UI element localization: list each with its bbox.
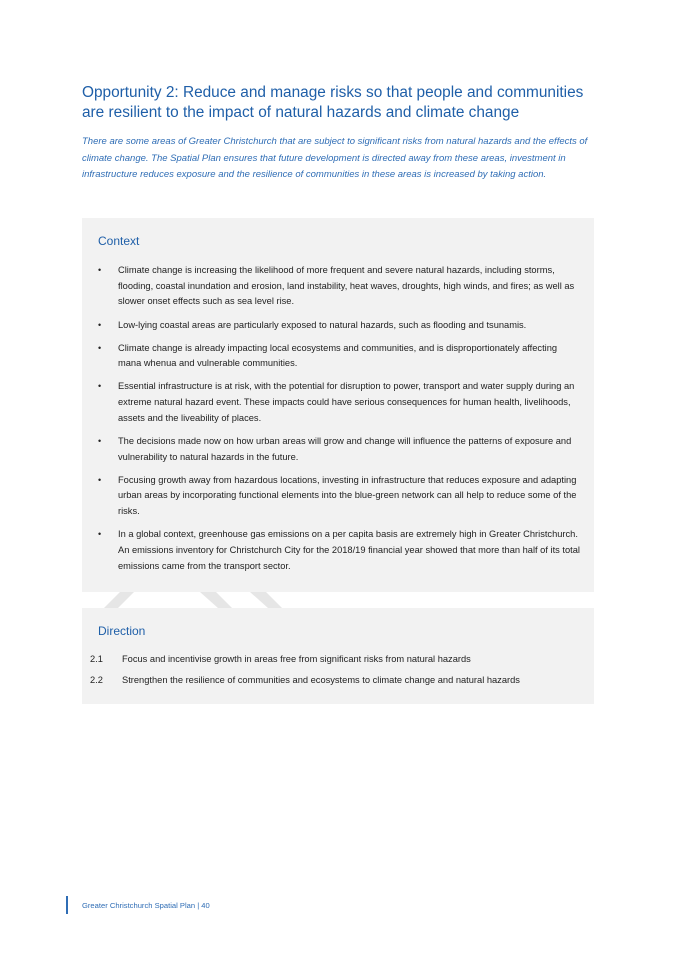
- bullet-text: Climate change is already impacting local ecosystems and communities, and is disproportionately affecting mana whenua and vulnerable communities.: [118, 342, 558, 369]
- list-item: [90, 673, 586, 689]
- list-item: [96, 473, 580, 520]
- bullet-icon: •: [98, 474, 102, 485]
- list-item: [96, 341, 580, 372]
- direction-list: [90, 652, 586, 693]
- bullet-text: In a global context, greenhouse gas emissions on a per capita basis are extremely high in Greater Christchurch. An emissions inventory for Christchurch City for the 2018/19 financial year showed that more than half of its total emissions came from the transport sector.: [118, 529, 580, 571]
- decorative-chevron-icon: [82, 592, 594, 608]
- bullet-icon: •: [98, 265, 102, 275]
- direction-text: Strengthen the resilience of communities and ecosystems to climate change and natural hazards: [122, 674, 520, 685]
- bullet-text: The decisions made now on how urban areas will grow and change will influence the patterns of exposure and vulnerability to natural hazards in the future.: [118, 435, 572, 462]
- list-item: [96, 379, 580, 426]
- list-item: [96, 527, 580, 574]
- bullet-text: Climate change is increasing the likelihood of more frequent and severe natural hazards, including storms, flooding, coastal inundation and erosion, land instability, heat waves, droughts, high winds, and fires; as well as slower onset effects such as sea level rise.: [118, 265, 575, 307]
- page-heading: Opportunity 2: Reduce and manage risks so that people and communities are resilient to the impact of natural hazards and climate change: [82, 84, 584, 121]
- context-bullet-list: [96, 263, 580, 582]
- bullet-text: Low-lying coastal areas are particularly exposed to natural hazards, such as flooding and tsunamis.: [118, 319, 527, 330]
- bullet-text: Essential infrastructure is at risk, with the potential for disruption to power, transport and water supply during an extreme natural hazard event. These impacts could have serious consequences for human health, livelihoods, assets and the liveability of places.: [118, 381, 575, 423]
- context-title: Context: [98, 234, 140, 248]
- bullet-icon: •: [98, 342, 102, 353]
- page-footer: Greater Christchurch Spatial Plan | 40: [82, 901, 210, 910]
- direction-number: 2.1: [90, 654, 103, 664]
- direction-number: 2.2: [90, 674, 103, 685]
- direction-text: Focus and incentivise growth in areas free from significant risks from natural hazards: [122, 654, 471, 664]
- bullet-icon: •: [98, 529, 102, 540]
- list-item: [96, 434, 580, 465]
- intro-paragraph: There are some areas of Greater Christchurch that are subject to significant risks from natural hazards and the effects of climate change. The Spatial Plan ensures that future development is directed away from these areas, investment in infrastructure reduces exposure and the resilience of communities in these areas is increased by taking action.: [82, 136, 588, 180]
- context-panel: [82, 218, 594, 592]
- list-item: [96, 318, 580, 334]
- footer-accent-bar: [66, 896, 68, 914]
- list-item: [96, 263, 580, 310]
- bullet-icon: •: [98, 381, 102, 392]
- bullet-icon: •: [98, 319, 102, 330]
- list-item: [90, 652, 586, 668]
- bullet-icon: •: [98, 435, 102, 446]
- direction-panel: [82, 608, 594, 704]
- direction-title: Direction: [98, 624, 146, 638]
- bullet-text: Focusing growth away from hazardous locations, investing in infrastructure that reduces exposure and adapting urban areas by incorporating functional elements into the blue-green network can all help to reduce some of the risks.: [118, 474, 577, 517]
